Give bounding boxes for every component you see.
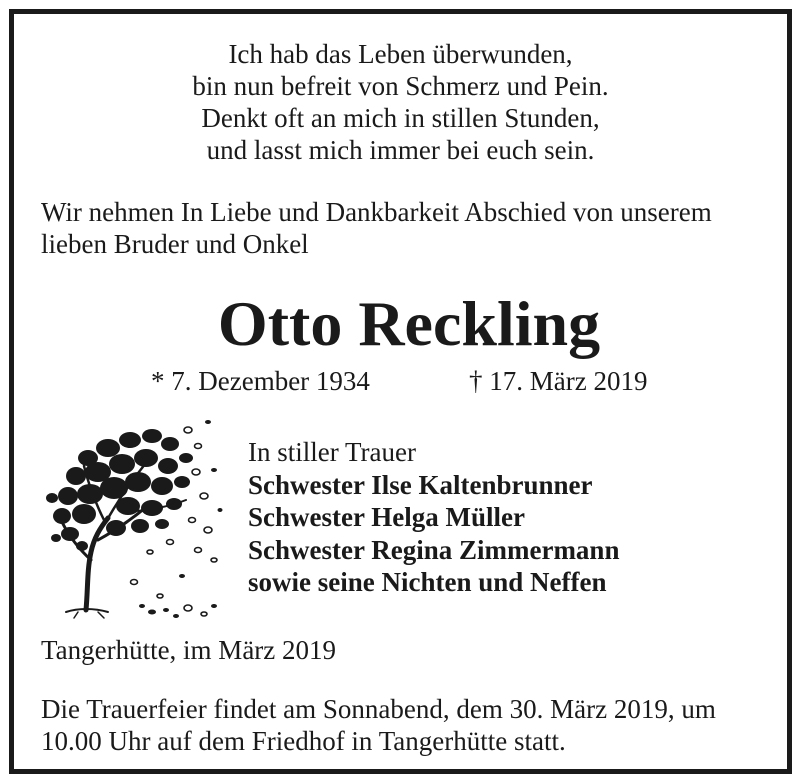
intro-line: Wir nehmen In Liebe und Dankbarkeit Abschied von unserem	[41, 197, 712, 227]
place-date: Tangerhütte, im März 2019	[41, 635, 337, 665]
tree-icon	[38, 410, 228, 622]
mourner-name: Schwester Ilse Kaltenbrunner	[248, 469, 593, 500]
service-notice	[41, 693, 781, 757]
deceased-name: Otto Reckling	[217, 288, 601, 359]
poem-line: und lasst mich immer bei euch sein.	[206, 135, 595, 165]
poem	[14, 38, 787, 166]
birth-date: * 7. Dezember 1934	[151, 366, 370, 396]
intro-text	[41, 196, 781, 260]
obituary-frame	[9, 9, 792, 774]
poem-line: Ich hab das Leben überwunden,	[228, 39, 573, 69]
mourners-heading: In stiller Trauer	[248, 437, 416, 467]
mourners-block	[248, 436, 619, 599]
poem-line: bin nun befreit von Schmerz und Pein.	[192, 71, 609, 101]
poem-line: Denkt oft an mich in stillen Stunden,	[201, 103, 600, 133]
mourner-name: sowie seine Nichten und Neffen	[248, 567, 607, 597]
mourner-name: Schwester Regina Zimmermann	[248, 534, 620, 565]
intro-line: lieben Bruder und Onkel	[41, 229, 309, 259]
service-line: Die Trauerfeier findet am Sonnabend, dem 30. März 2019, um	[41, 694, 716, 724]
death-date: † 17. März 2019	[469, 366, 648, 396]
mourner-name: Schwester Helga Müller	[248, 502, 525, 532]
service-line: 10.00 Uhr auf dem Friedhof in Tangerhütte statt.	[41, 726, 566, 756]
